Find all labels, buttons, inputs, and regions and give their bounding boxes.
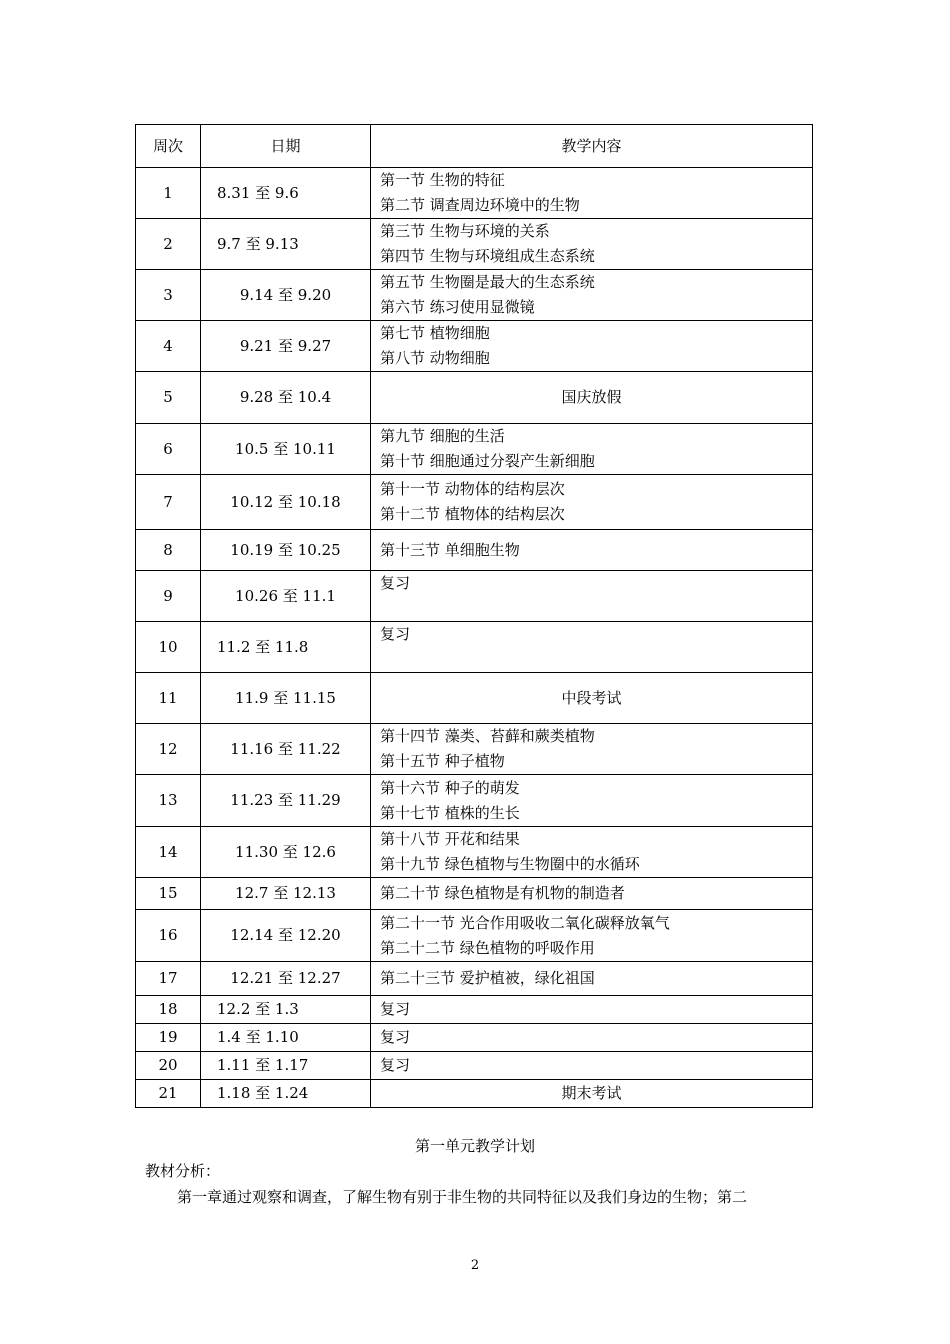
date-cell: 10.12 至 10.18 bbox=[201, 475, 371, 530]
content-line: 第十节 细胞通过分裂产生新细胞 bbox=[380, 452, 595, 470]
content-line: 第十六节 种子的萌发 bbox=[380, 778, 520, 797]
content-cell bbox=[371, 775, 813, 827]
analysis-paragraph: 第一章通过观察和调查，了解生物有别于非生物的共同特征以及我们身边的生物；第二 bbox=[177, 1188, 748, 1206]
content-line: 第十三节 单细胞生物 bbox=[380, 540, 520, 559]
week-cell: 13 bbox=[136, 775, 201, 827]
content-cell bbox=[371, 571, 813, 622]
content-line: 复习 bbox=[380, 625, 411, 643]
week-cell: 10 bbox=[136, 622, 201, 673]
week-cell: 20 bbox=[136, 1052, 201, 1080]
week-cell: 8 bbox=[136, 530, 201, 571]
week-cell: 17 bbox=[136, 962, 201, 996]
content-cell bbox=[371, 475, 813, 530]
week-cell: 16 bbox=[136, 910, 201, 962]
content-line: 中段考试 bbox=[561, 688, 622, 707]
content-line: 第二节 调查周边环境中的生物 bbox=[380, 196, 580, 214]
week-cell: 3 bbox=[136, 270, 201, 321]
content-line: 期末考试 bbox=[561, 1084, 622, 1102]
date-cell: 11.23 至 11.29 bbox=[201, 775, 371, 827]
content-line: 第十四节 藻类、苔藓和蕨类植物 bbox=[380, 727, 595, 745]
date-cell: 12.2 至 1.3 bbox=[201, 996, 371, 1024]
table-row bbox=[136, 878, 813, 910]
date-cell: 11.2 至 11.8 bbox=[201, 622, 371, 673]
table-row bbox=[136, 724, 813, 775]
teaching-schedule-table bbox=[135, 124, 813, 1108]
content-cell bbox=[371, 622, 813, 673]
date-cell: 8.31 至 9.6 bbox=[201, 168, 371, 219]
content-cell bbox=[371, 910, 813, 962]
date-cell: 12.21 至 12.27 bbox=[201, 962, 371, 996]
header-week: 周次 bbox=[136, 125, 201, 168]
date-cell: 11.16 至 11.22 bbox=[201, 724, 371, 775]
week-cell: 21 bbox=[136, 1080, 201, 1108]
content-line: 第十一节 动物体的结构层次 bbox=[380, 480, 565, 498]
week-cell: 15 bbox=[136, 878, 201, 910]
content-line: 第十八节 开花和结果 bbox=[380, 830, 520, 848]
content-line: 第四节 生物与环境组成生态系统 bbox=[380, 247, 595, 265]
week-cell: 14 bbox=[136, 827, 201, 878]
table-row bbox=[136, 475, 813, 530]
week-cell: 5 bbox=[136, 372, 201, 424]
date-cell: 12.7 至 12.13 bbox=[201, 878, 371, 910]
table-row bbox=[136, 1080, 813, 1108]
date-cell: 9.21 至 9.27 bbox=[201, 321, 371, 372]
table-row bbox=[136, 622, 813, 673]
content-cell bbox=[371, 530, 813, 571]
week-cell: 1 bbox=[136, 168, 201, 219]
week-cell: 11 bbox=[136, 673, 201, 724]
content-line: 复习 bbox=[380, 574, 411, 592]
header-date: 日期 bbox=[201, 125, 371, 168]
content-line: 第十九节 绿色植物与生物圈中的水循环 bbox=[380, 855, 640, 873]
date-cell: 10.5 至 10.11 bbox=[201, 424, 371, 475]
table-row bbox=[136, 321, 813, 372]
content-cell bbox=[371, 1080, 813, 1108]
content-cell bbox=[371, 168, 813, 219]
content-cell bbox=[371, 962, 813, 996]
content-cell bbox=[371, 321, 813, 372]
content-line: 复习 bbox=[380, 1056, 411, 1074]
content-line: 第十二节 植物体的结构层次 bbox=[380, 505, 565, 523]
date-cell: 9.28 至 10.4 bbox=[201, 372, 371, 424]
date-cell: 10.26 至 11.1 bbox=[201, 571, 371, 622]
week-cell: 7 bbox=[136, 475, 201, 530]
content-cell bbox=[371, 673, 813, 724]
content-line: 国庆放假 bbox=[561, 388, 622, 406]
date-cell: 9.14 至 9.20 bbox=[201, 270, 371, 321]
content-line: 第一节 生物的特征 bbox=[380, 171, 505, 189]
week-cell: 9 bbox=[136, 571, 201, 622]
page-number: 2 bbox=[470, 1258, 480, 1273]
table-row bbox=[136, 1024, 813, 1052]
date-cell: 1.18 至 1.24 bbox=[201, 1080, 371, 1108]
content-line: 复习 bbox=[380, 1028, 411, 1046]
date-cell: 11.30 至 12.6 bbox=[201, 827, 371, 878]
table-row bbox=[136, 962, 813, 996]
header-content: 教学内容 bbox=[371, 125, 813, 168]
week-cell: 19 bbox=[136, 1024, 201, 1052]
content-line: 第十七节 植株的生长 bbox=[380, 803, 520, 822]
table-row bbox=[136, 1052, 813, 1080]
date-cell: 1.11 至 1.17 bbox=[201, 1052, 371, 1080]
content-line: 第九节 细胞的生活 bbox=[380, 427, 505, 445]
content-cell bbox=[371, 270, 813, 321]
date-cell: 9.7 至 9.13 bbox=[201, 219, 371, 270]
table-row bbox=[136, 910, 813, 962]
week-cell: 2 bbox=[136, 219, 201, 270]
table-row bbox=[136, 775, 813, 827]
content-cell bbox=[371, 424, 813, 475]
content-line: 第三节 生物与环境的关系 bbox=[380, 222, 550, 240]
week-cell: 4 bbox=[136, 321, 201, 372]
content-line: 第二十二节 绿色植物的呼吸作用 bbox=[380, 938, 595, 957]
week-cell: 12 bbox=[136, 724, 201, 775]
date-cell: 10.19 至 10.25 bbox=[201, 530, 371, 571]
content-cell bbox=[371, 1024, 813, 1052]
week-cell: 6 bbox=[136, 424, 201, 475]
week-cell: 18 bbox=[136, 996, 201, 1024]
content-cell bbox=[371, 724, 813, 775]
table-row bbox=[136, 168, 813, 219]
table-row bbox=[136, 219, 813, 270]
content-cell bbox=[371, 878, 813, 910]
content-line: 第二十一节 光合作用吸收二氧化碳释放氧气 bbox=[380, 913, 670, 932]
content-line: 第二十节 绿色植物是有机物的制造者 bbox=[380, 884, 625, 902]
date-cell: 1.4 至 1.10 bbox=[201, 1024, 371, 1052]
table-row bbox=[136, 996, 813, 1024]
date-cell: 12.14 至 12.20 bbox=[201, 910, 371, 962]
table-row bbox=[136, 571, 813, 622]
table-row bbox=[136, 530, 813, 571]
date-cell: 11.9 至 11.15 bbox=[201, 673, 371, 724]
content-line: 第二十三节 爱护植被，绿化祖国 bbox=[380, 969, 595, 987]
content-cell bbox=[371, 372, 813, 424]
content-line: 第五节 生物圈是最大的生态系统 bbox=[380, 273, 595, 291]
table-row bbox=[136, 270, 813, 321]
table-row bbox=[136, 424, 813, 475]
content-line: 第六节 练习使用显微镜 bbox=[380, 298, 535, 316]
content-line: 复习 bbox=[380, 1000, 411, 1018]
content-line: 第十五节 种子植物 bbox=[380, 752, 505, 770]
content-cell bbox=[371, 827, 813, 878]
content-cell bbox=[371, 219, 813, 270]
table-row bbox=[136, 673, 813, 724]
content-cell bbox=[371, 996, 813, 1024]
unit-title: 第一单元教学计划 bbox=[414, 1137, 535, 1155]
content-line: 第八节 动物细胞 bbox=[380, 349, 490, 367]
analysis-label: 教材分析： bbox=[145, 1162, 221, 1180]
table-header-row bbox=[136, 125, 813, 168]
content-cell bbox=[371, 1052, 813, 1080]
table-row bbox=[136, 827, 813, 878]
table-row bbox=[136, 372, 813, 424]
content-line: 第七节 植物细胞 bbox=[380, 324, 490, 342]
